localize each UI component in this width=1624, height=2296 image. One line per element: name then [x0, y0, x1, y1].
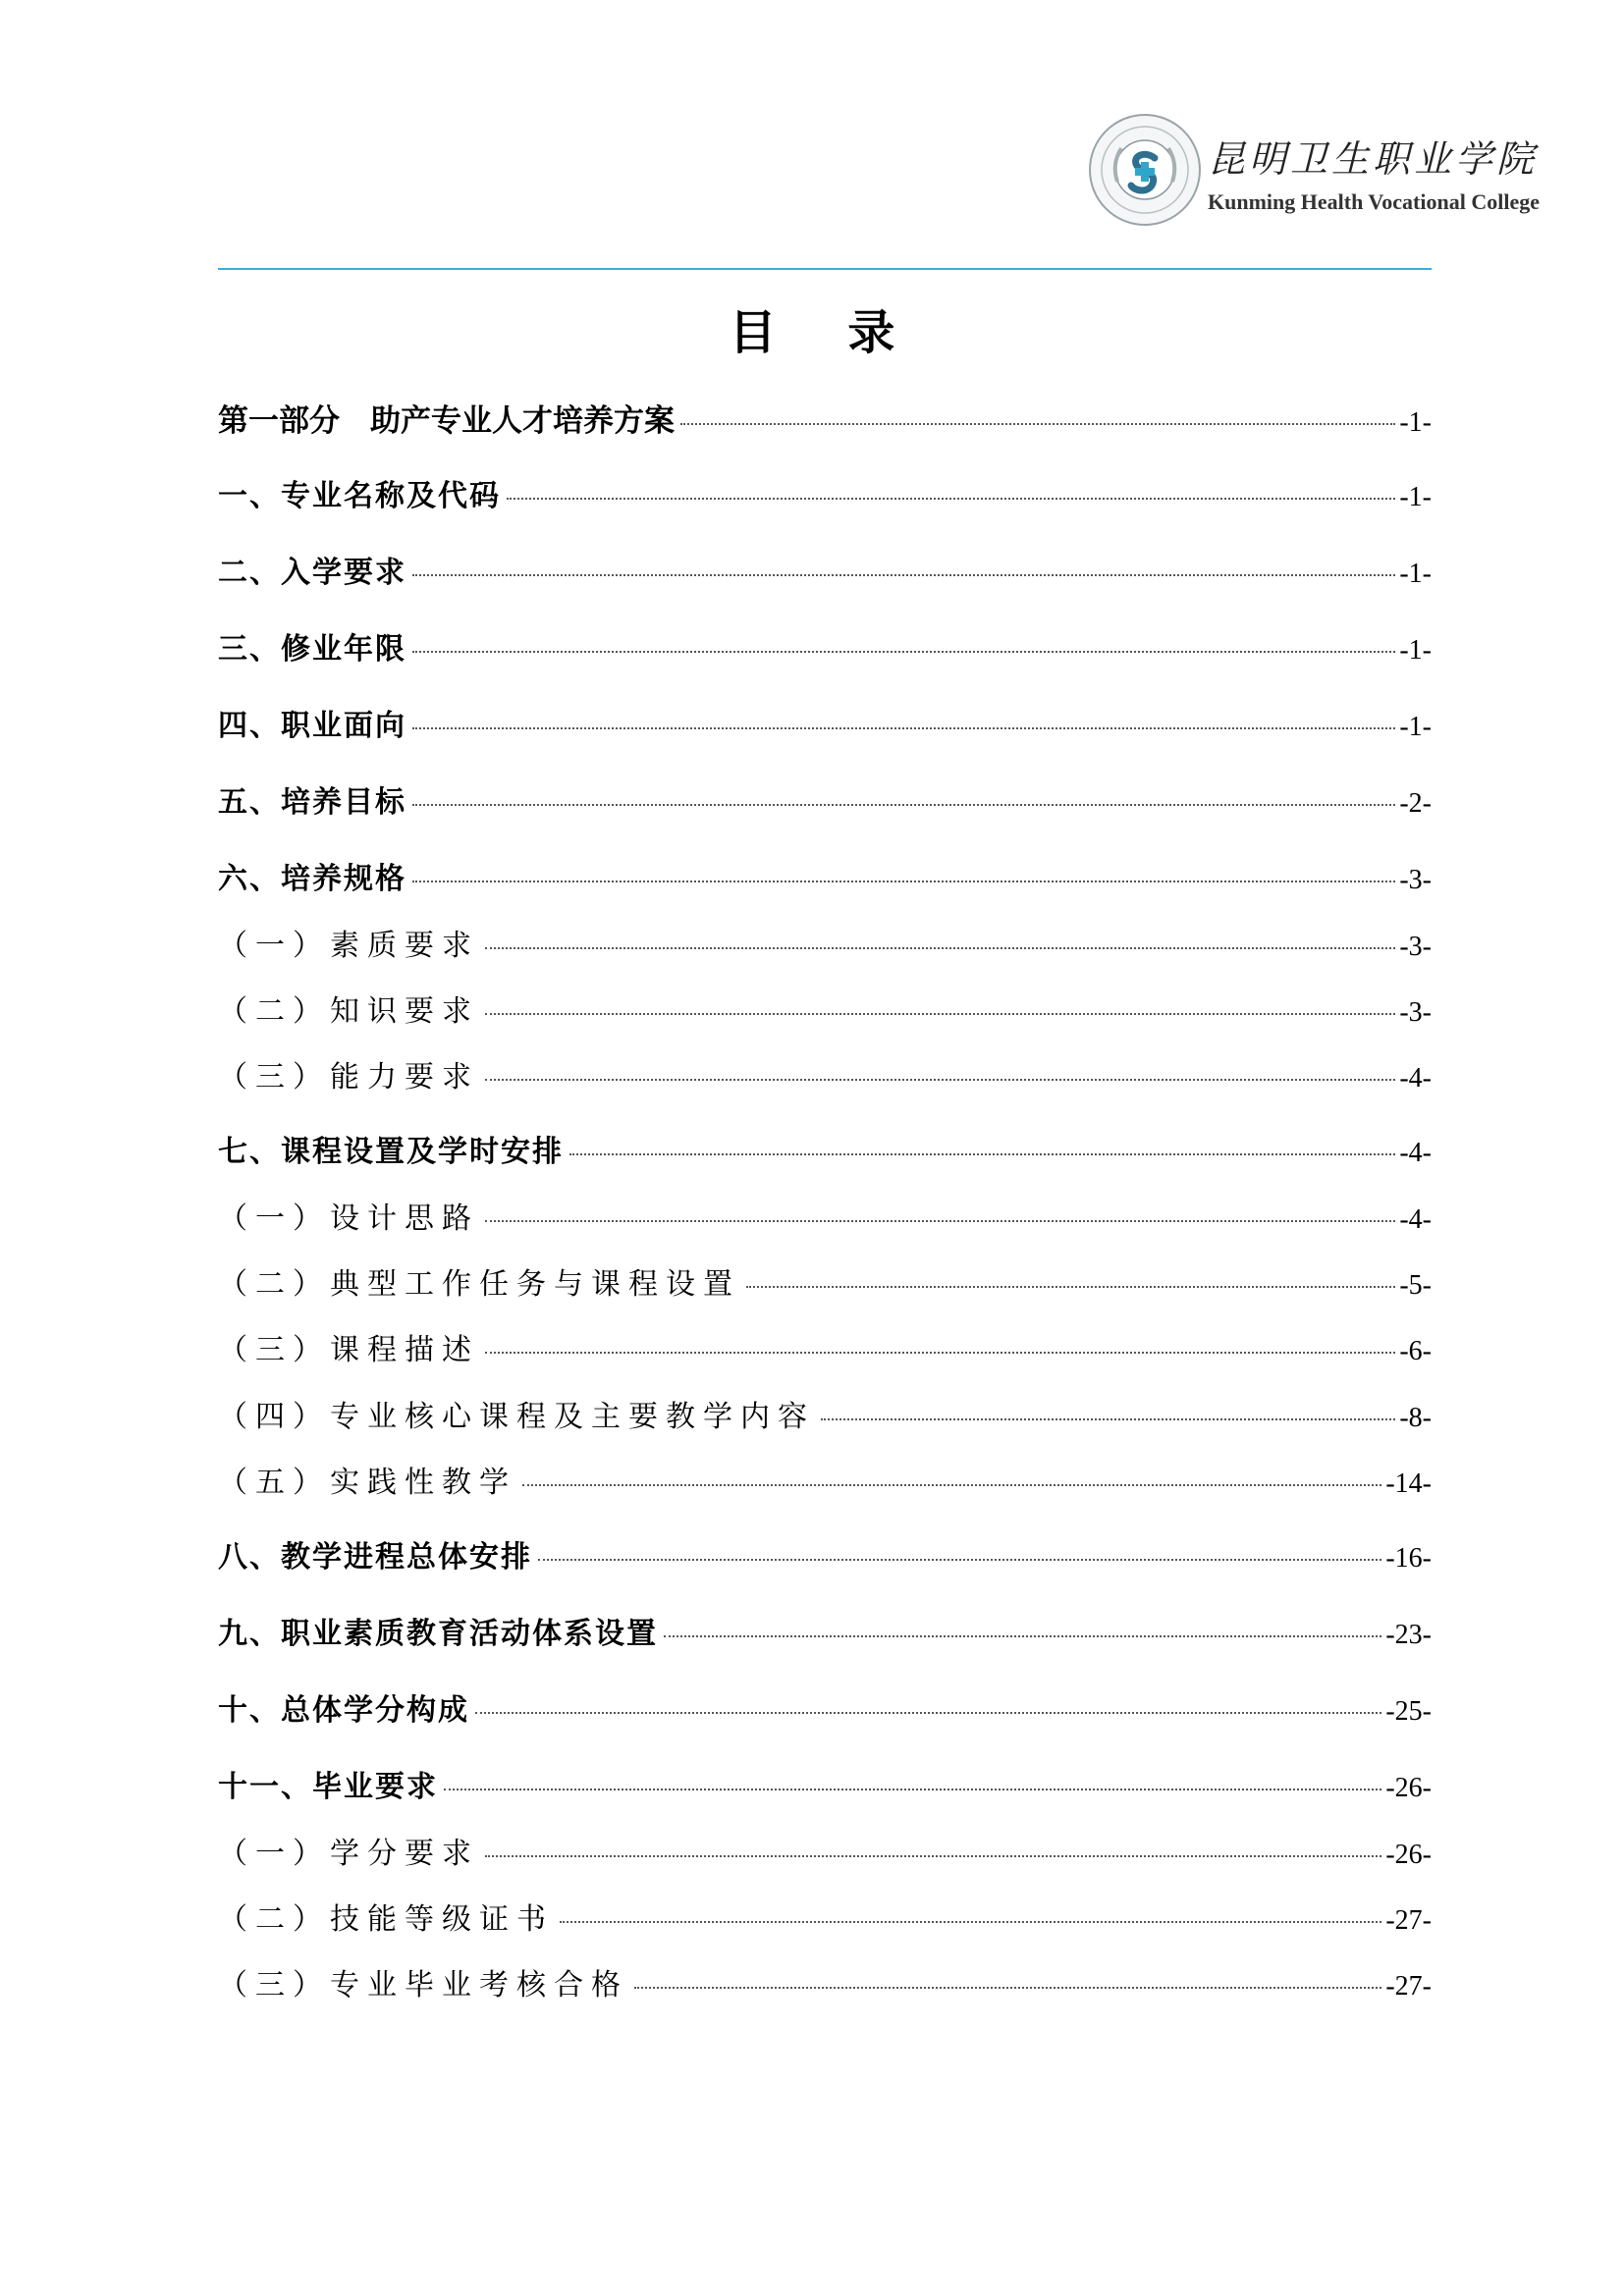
toc-entry[interactable]: [218, 624, 1432, 667]
toc-entry-label: 七、课程设置及学时安排: [218, 1135, 564, 1169]
toc-entry-page: -8-: [1399, 1403, 1432, 1433]
toc-entry-page: -6-: [1399, 1336, 1432, 1366]
dot-leader: [485, 1352, 1395, 1354]
toc-entry-page: -1-: [1399, 559, 1432, 589]
toc-entry-page: -4-: [1399, 1204, 1432, 1235]
toc-entry[interactable]: [218, 1259, 1432, 1303]
college-header: [1088, 113, 1569, 231]
toc-entry-page: -5-: [1399, 1270, 1432, 1301]
toc-entry[interactable]: [218, 396, 1432, 439]
toc-entry-label: （一）设计思路: [218, 1201, 479, 1236]
toc-entry-page: -23-: [1385, 1620, 1432, 1650]
college-name-en: Kunming Health Vocational College: [1208, 189, 1540, 214]
toc-entry-page: -4-: [1399, 1138, 1432, 1168]
toc-entry[interactable]: [218, 1895, 1432, 1938]
toc-entry-page: -2-: [1399, 788, 1432, 819]
toc-entry-label: 九、职业素质教育活动体系设置: [218, 1617, 658, 1651]
dot-leader: [412, 727, 1395, 729]
toc-entry-page: -26-: [1385, 1773, 1432, 1803]
toc-entry-page: -3-: [1399, 865, 1432, 895]
toc-entry-label: 六、培养规格: [218, 862, 406, 896]
dot-leader: [634, 1987, 1381, 1989]
toc-entry-label: （三）课程描述: [218, 1333, 479, 1367]
dot-leader: [412, 574, 1395, 576]
toc-entry-label: 二、入学要求: [218, 556, 406, 590]
toc-entry[interactable]: [218, 1762, 1432, 1805]
toc-entry-label: 第一部分 助产专业人才培养方案: [218, 403, 675, 439]
toc-entry[interactable]: [218, 987, 1432, 1030]
header-divider: [218, 268, 1432, 270]
toc-entry-page: -3-: [1399, 932, 1432, 962]
toc-entry-label: 三、修业年限: [218, 632, 406, 667]
toc-entry[interactable]: [218, 777, 1432, 821]
dot-leader: [522, 1484, 1381, 1486]
toc-entry-label: （四）专业核心课程及主要教学内容: [218, 1400, 815, 1434]
dot-leader: [412, 881, 1395, 882]
toc-entry-label: 一、专业名称及代码: [218, 479, 501, 513]
dot-leader: [746, 1286, 1395, 1288]
toc-entry[interactable]: [218, 1458, 1432, 1501]
toc-entry-label: 四、职业面向: [218, 709, 406, 743]
toc-entry-page: -16-: [1385, 1543, 1432, 1574]
dot-leader: [485, 1079, 1395, 1081]
toc-entry[interactable]: [218, 1194, 1432, 1237]
toc-entry[interactable]: [218, 701, 1432, 744]
toc-entry-page: -1-: [1399, 407, 1432, 438]
toc-entry[interactable]: [218, 471, 1432, 514]
dot-leader: [485, 1855, 1381, 1857]
dot-leader: [821, 1418, 1395, 1420]
toc-entry-label: 十一、毕业要求: [218, 1770, 438, 1804]
toc-entry[interactable]: [218, 1960, 1432, 2003]
toc-entry-label: 五、培养目标: [218, 785, 406, 820]
toc-entry-page: -14-: [1385, 1468, 1432, 1499]
dot-leader: [664, 1635, 1381, 1637]
dot-leader: [412, 804, 1395, 806]
dot-leader: [485, 1220, 1395, 1222]
college-seal-logo: [1088, 113, 1202, 227]
toc-entry[interactable]: [218, 548, 1432, 591]
dot-leader: [560, 1921, 1381, 1923]
toc-entry[interactable]: [218, 854, 1432, 897]
toc-entry-page: -3-: [1399, 997, 1432, 1028]
college-name-cn: 昆明卫生职业学院: [1208, 137, 1539, 181]
dot-leader: [485, 1013, 1395, 1015]
toc-entry[interactable]: [218, 1325, 1432, 1368]
dot-leader: [444, 1789, 1381, 1790]
toc-entry-page: -1-: [1399, 482, 1432, 512]
toc-entry-label: （一）素质要求: [218, 929, 479, 963]
toc-entry-page: -4-: [1399, 1063, 1432, 1094]
toc-entry-label: （二）知识要求: [218, 994, 479, 1029]
toc-entry[interactable]: [218, 1532, 1432, 1575]
toc-entry-label: （二）技能等级证书: [218, 1902, 554, 1937]
toc-entry-label: （一）学分要求: [218, 1837, 479, 1871]
toc-entry-label: （二）典型工作任务与课程设置: [218, 1267, 740, 1302]
toc-entry[interactable]: [218, 1127, 1432, 1170]
dot-leader: [475, 1712, 1381, 1714]
dot-leader: [507, 498, 1395, 500]
toc-entry[interactable]: [218, 1685, 1432, 1729]
toc-entry-page: -25-: [1385, 1696, 1432, 1727]
toc-entry-label: 十、总体学分构成: [218, 1693, 469, 1728]
toc-entry-page: -27-: [1385, 1971, 1432, 2002]
dot-leader: [412, 651, 1395, 653]
toc-entry-page: -1-: [1399, 712, 1432, 742]
toc-entry-label: 八、教学进程总体安排: [218, 1540, 532, 1575]
toc-entry[interactable]: [218, 921, 1432, 964]
toc-entry[interactable]: [218, 1829, 1432, 1872]
toc-entry[interactable]: [218, 1392, 1432, 1435]
toc-entry-page: -26-: [1385, 1840, 1432, 1870]
toc-entry-page: -1-: [1399, 635, 1432, 666]
toc-entry-label: （三）专业毕业考核合格: [218, 1968, 628, 2002]
toc-entry-label: （五）实践性教学: [218, 1466, 516, 1500]
toc-entry[interactable]: [218, 1052, 1432, 1095]
dot-leader: [538, 1559, 1381, 1561]
dot-leader: [569, 1153, 1395, 1155]
dot-leader: [485, 947, 1395, 949]
dot-leader: [680, 423, 1395, 425]
page-title: 目 录: [729, 305, 923, 360]
toc-entry-page: -27-: [1385, 1905, 1432, 1936]
toc-entry[interactable]: [218, 1609, 1432, 1652]
toc-entry-label: （三）能力要求: [218, 1060, 479, 1095]
